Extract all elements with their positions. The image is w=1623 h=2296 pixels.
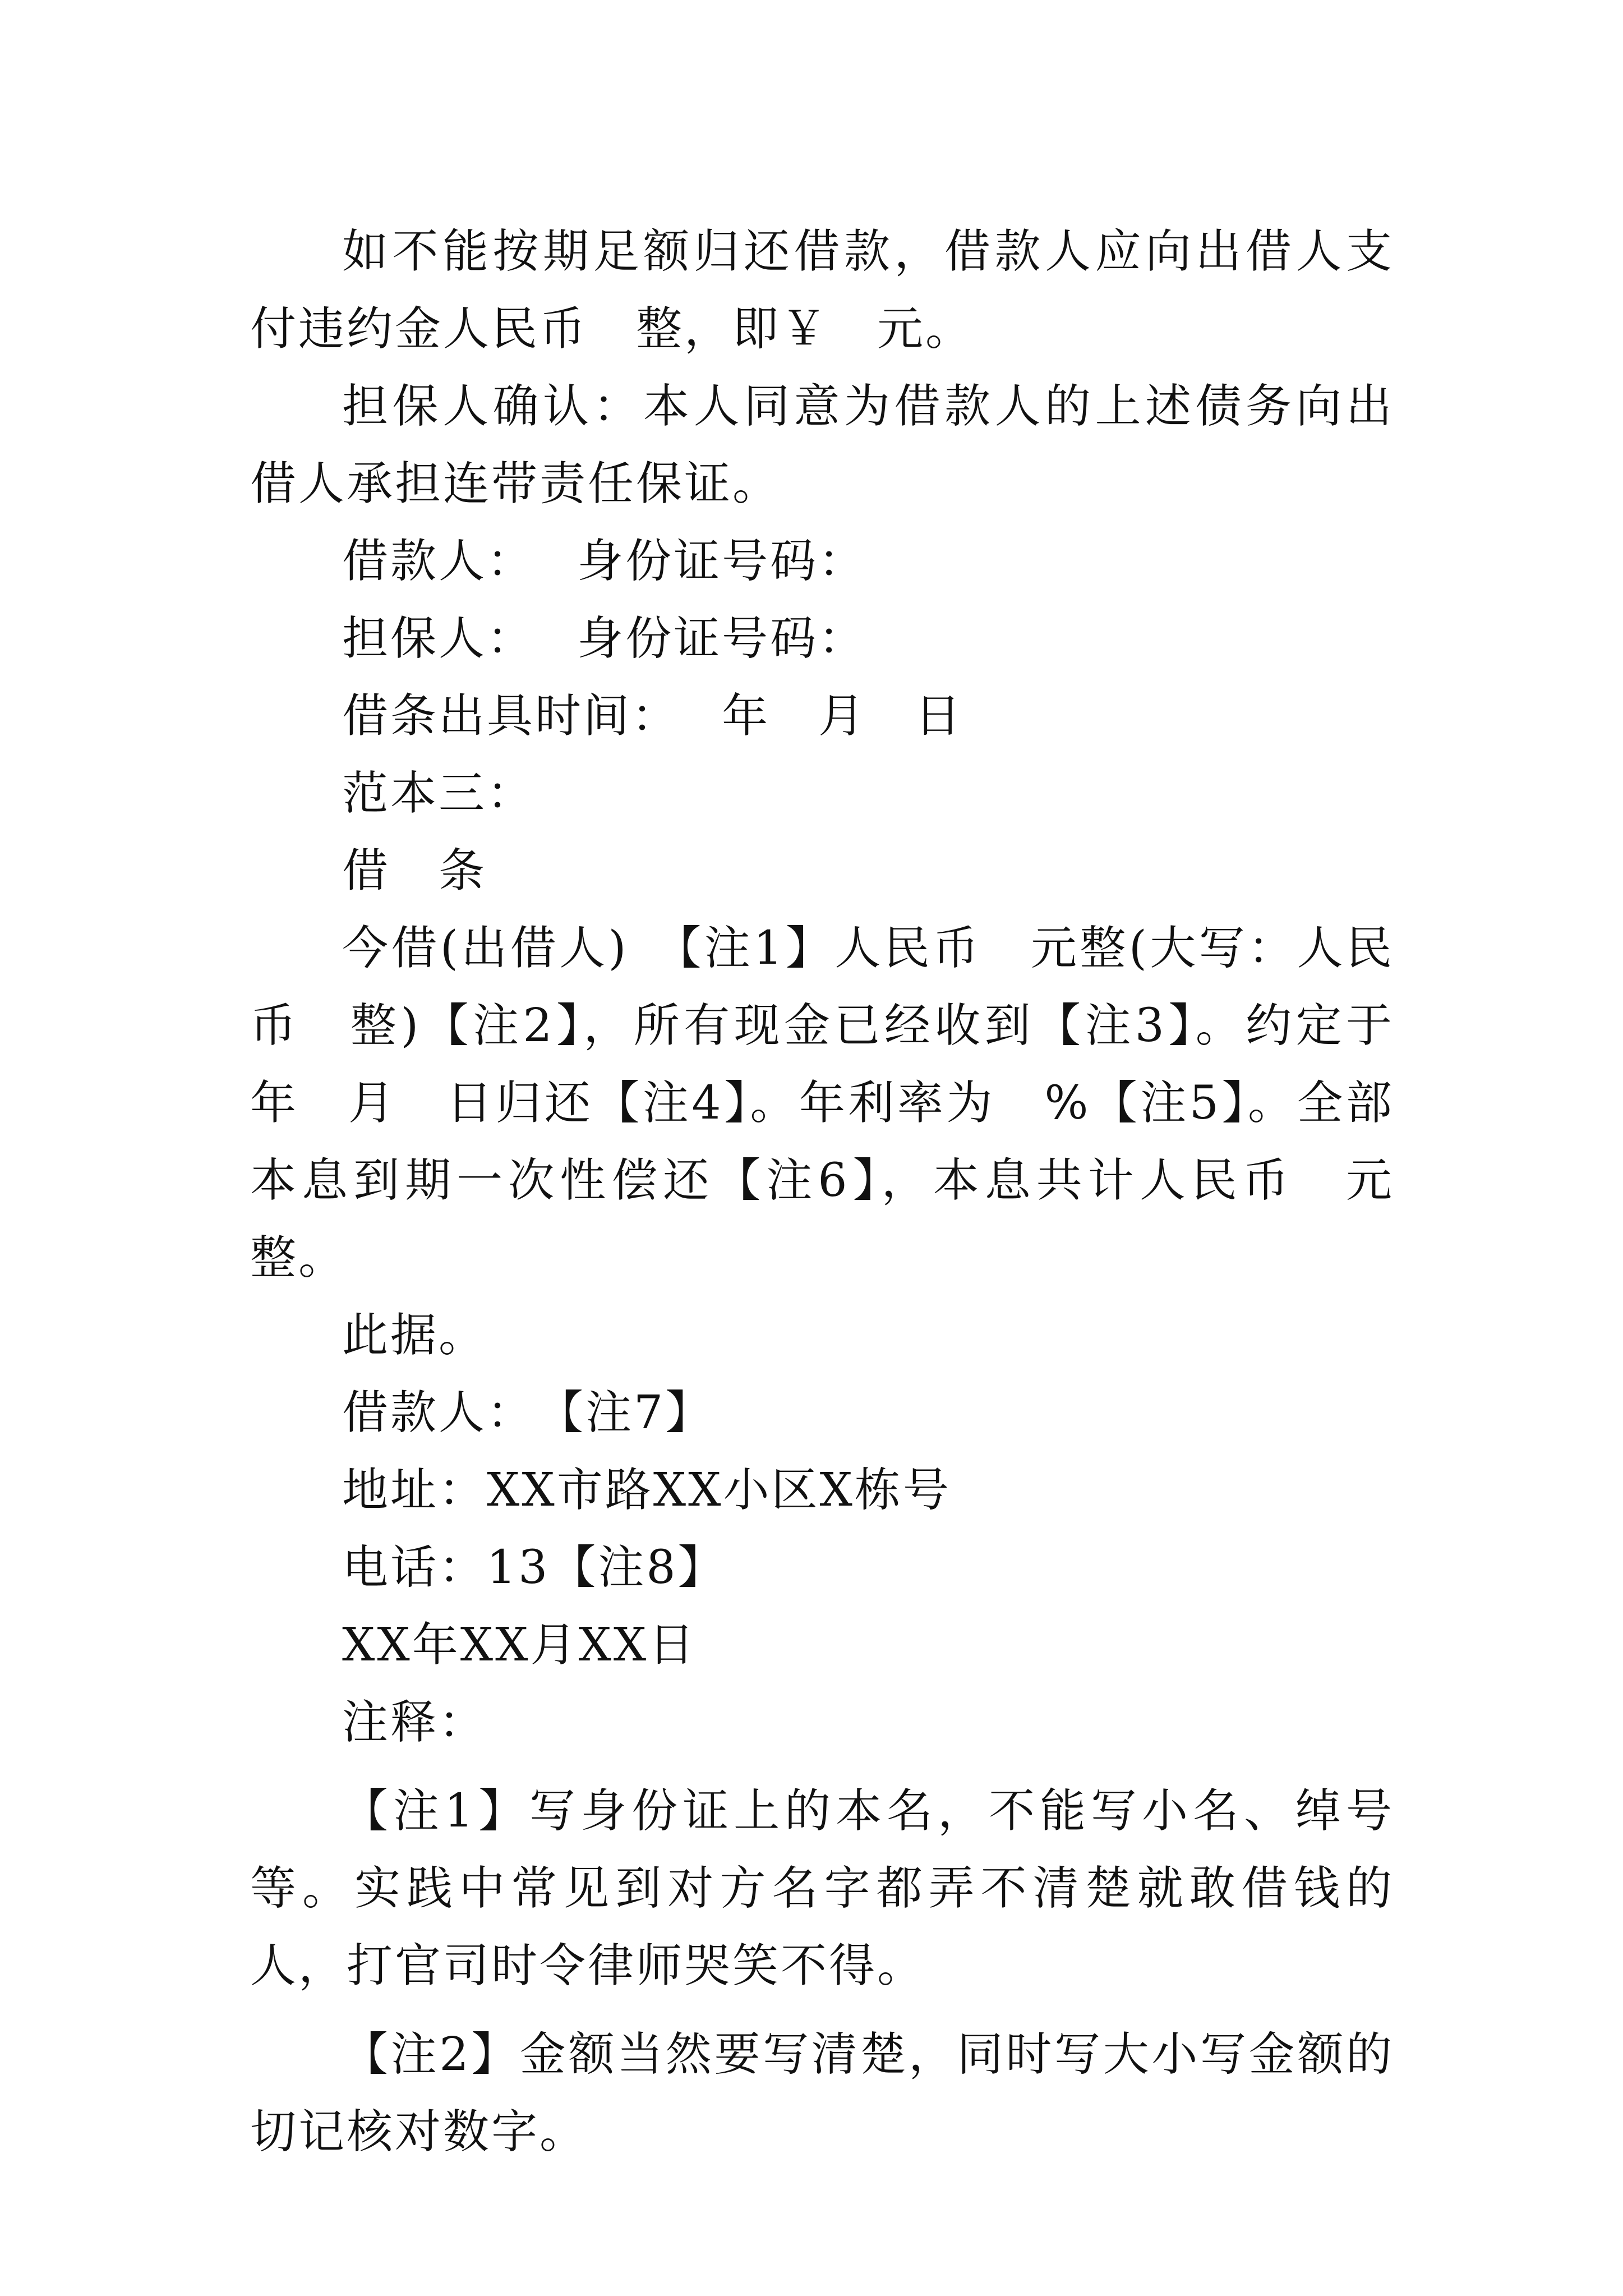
paragraph-iou-title: 借 条 [342, 844, 487, 898]
paragraph-issue-date: 借条出具时间： 年 月 日 [342, 689, 963, 743]
paragraph-iou-body: 今借(出借人) 【注1】人民币 元整(大写：人民币 整)【注2】，所有现金已经收到【注3】。约定于 年 月 日归还【注4】。年利率为 %【注5】。全部本息到期一次性偿还【注6】，本息共计人民币 元整。 [250, 922, 1443, 1285]
paragraph-hereby: 此据。 [342, 1309, 487, 1362]
paragraph-borrower-id: 借款人： 身份证号码： [342, 535, 867, 588]
paragraph-notes-heading: 注释： [342, 1696, 487, 1749]
paragraph-note-2: 【注2】金额当然要写清楚，同时写大小写金额的切记核对数字。 [250, 2028, 1394, 2159]
paragraph-penalty: 如不能按期足额归还借款，借款人应向出借人支付违约金人民币 整，即￥ 元。 [250, 225, 1394, 356]
paragraph-address: 地址：XX市路XX小区X栋号 [342, 1464, 951, 1517]
paragraph-note-1: 【注1】写身份证上的本名，不能写小名、绰号等。实践中常见到对方名字都弄不清楚就敢借钱的人，打官司时令律师哭笑不得。 [250, 1784, 1394, 1993]
paragraph-phone: 电话：13【注8】 [342, 1541, 726, 1594]
paragraph-template-three: 范本三： [342, 767, 536, 820]
paragraph-guarantor-confirmation: 担保人确认：本人同意为借款人的上述债务向出借人承担连带责任保证。 [250, 380, 1394, 510]
paragraph-date: XX年XX月XX日 [342, 1618, 697, 1672]
paragraph-borrower-note: 借款人： 【注7】 [342, 1386, 714, 1439]
paragraph-guarantor-id: 担保人： 身份证号码： [342, 612, 867, 665]
document-body [250, 213, 1443, 2171]
